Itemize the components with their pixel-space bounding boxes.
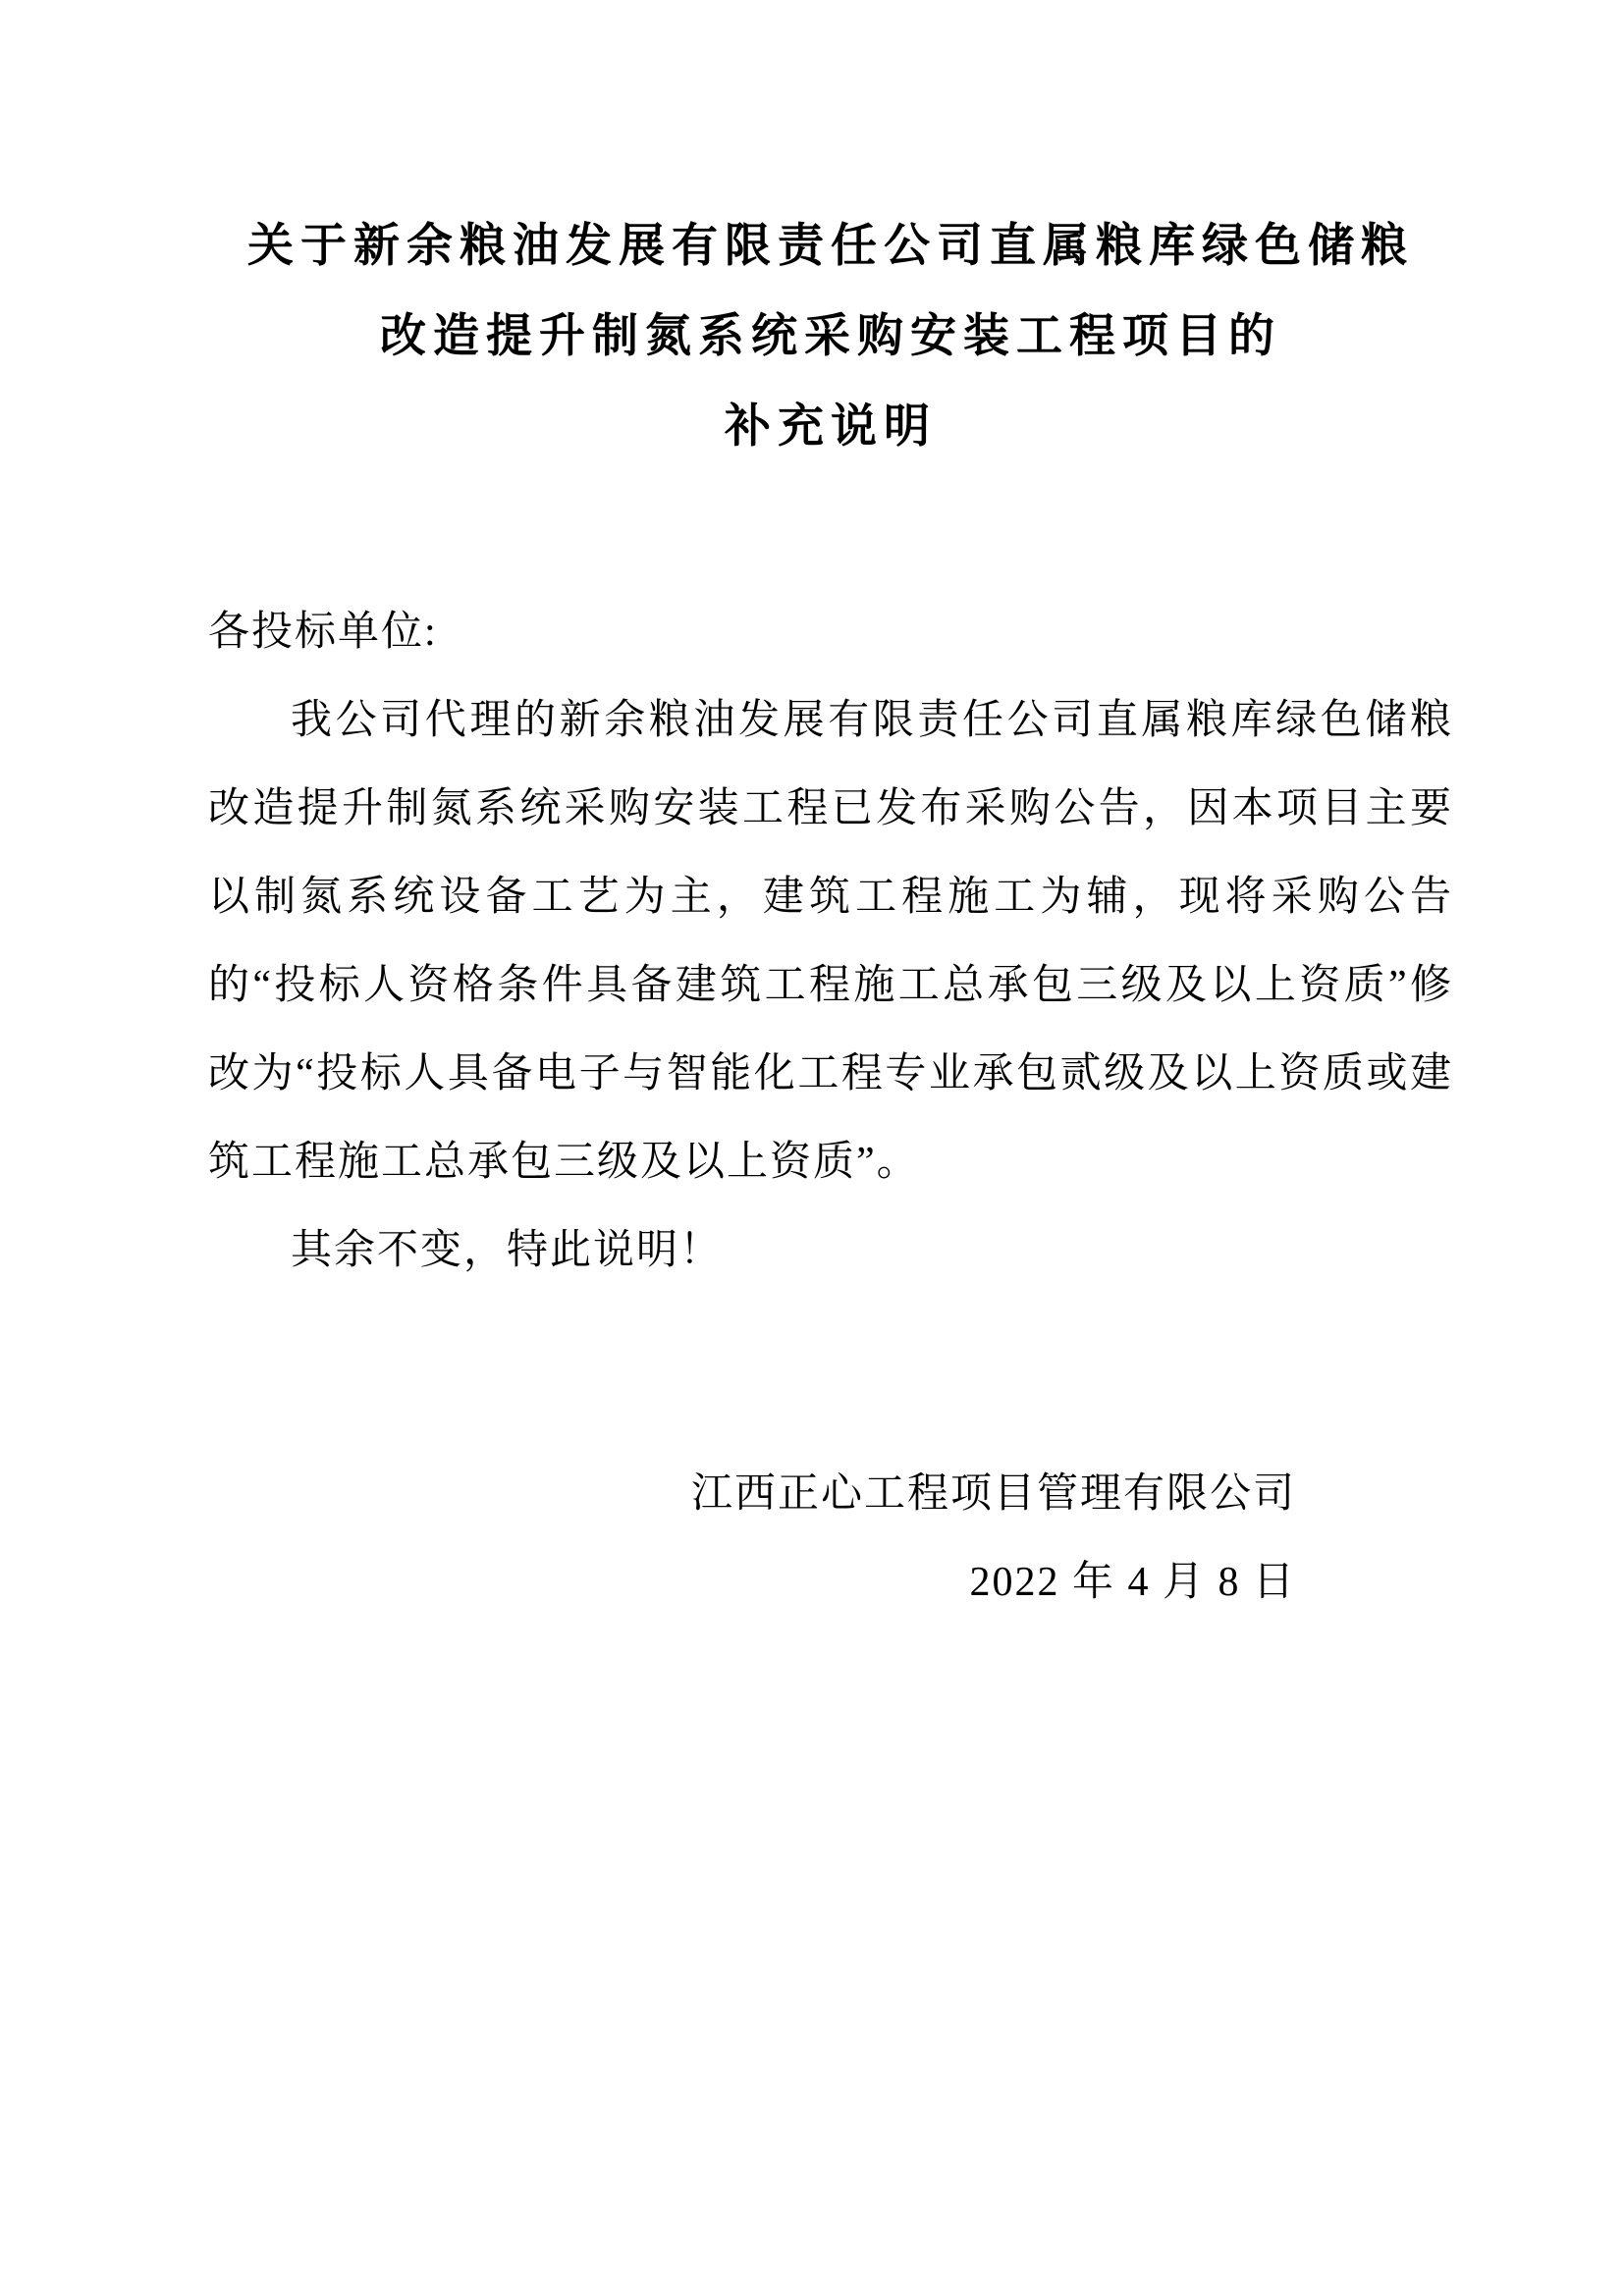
signature-date: 2022 年 4 月 8 日 xyxy=(969,1560,1296,1605)
document-title xyxy=(208,201,1453,472)
document-title-line-1: 关于新余粮油发展有限责任公司直属粮库绿色储粮 xyxy=(247,221,1414,272)
document-title-line-3: 补充说明 xyxy=(725,401,937,453)
document-title-line-2: 改造提升制氮系统采购安装工程项目的 xyxy=(380,311,1281,362)
closing-paragraph: 其余不变，特此说明！ xyxy=(291,1228,724,1273)
salutation: 各投标单位: xyxy=(208,610,438,655)
signature-company: 江西正心工程项目管理有限公司 xyxy=(690,1471,1296,1517)
body-paragraph: 我公司代理的新余粮油发展有限责任公司直属粮库绿色储粮改造提升制氮系统采购安装工程已发布采购公告，因本项目主要以制氮系统设备工艺为主，建筑工程施工为辅，现将采购公告的“投标人资格条件具备建筑工程施工总承包三级及以上资质”修改为“投标人具备电子与智能化工程专业承包贰级及以上资质或建筑工程施工总承包三级及以上资质”。 xyxy=(208,698,1453,1185)
signature-block xyxy=(208,1450,1453,1627)
